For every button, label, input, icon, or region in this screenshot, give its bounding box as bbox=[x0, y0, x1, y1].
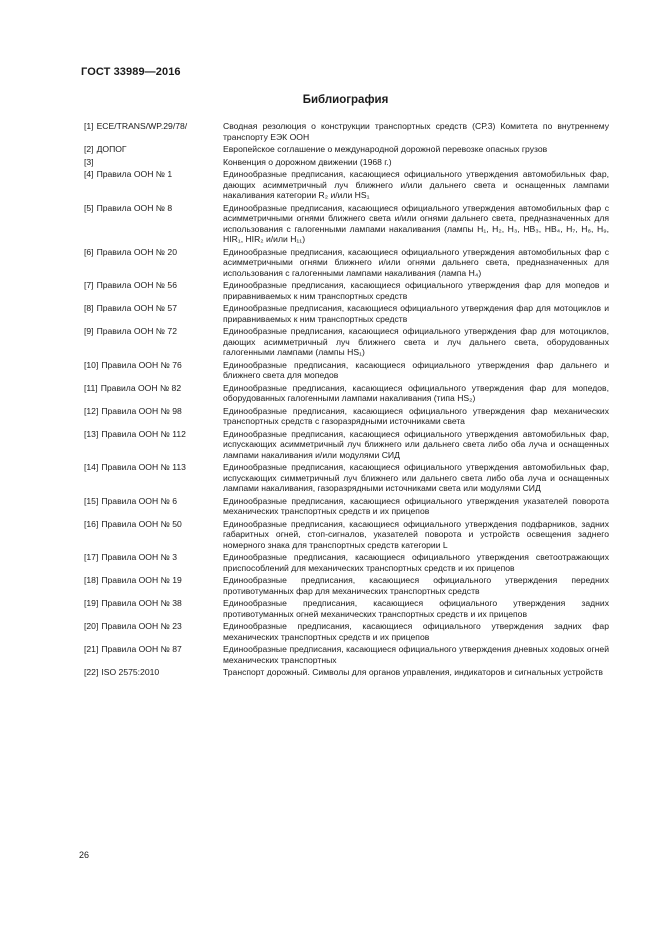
entry-reference bbox=[84, 360, 223, 381]
entry-description: Единообразные предписания, касающиеся официального утверждения фар для мотоциклов, дающих асимметричный луч ближнего света и луч дальнего света, оборудованных галогенными лампами (лампы HS₁) bbox=[223, 326, 609, 357]
entry-number: [17] bbox=[84, 552, 99, 562]
bibliography-entry bbox=[84, 157, 609, 168]
entry-number: [16] bbox=[84, 518, 99, 529]
entry-source: Правила ООН № 6 bbox=[101, 495, 177, 506]
entry-description: Единообразные предписания, касающиеся официального утверждения автомобильных фар с асимметричными огнями ближнего и/или огнями дальнего света, предназначенных для использования с галогенными лампами накаливания (лампа H₄) bbox=[223, 246, 609, 278]
entry-source: Правила ООН № 23 bbox=[101, 621, 182, 631]
entry-source: Правила ООН № 113 bbox=[101, 462, 186, 472]
entry-reference bbox=[84, 667, 223, 678]
page-number: 26 bbox=[79, 850, 90, 860]
entry-number: [6] bbox=[84, 246, 94, 257]
entry-number: [11] bbox=[84, 382, 98, 393]
entry-description: Единообразные предписания, касающиеся официального утверждения передних противотуманных фар для механических транспортных средств bbox=[223, 575, 609, 596]
entry-reference bbox=[84, 429, 223, 461]
entry-number: [3] bbox=[84, 156, 94, 167]
bibliography-entry bbox=[84, 406, 609, 427]
bibliography-entry bbox=[84, 121, 609, 142]
entry-number: [22] bbox=[84, 667, 99, 677]
entry-reference bbox=[84, 157, 223, 168]
entry-source: ДОПОГ bbox=[96, 144, 127, 154]
entry-number: [7] bbox=[84, 280, 94, 290]
bibliography-entry bbox=[84, 247, 609, 279]
entry-description: Единообразные предписания, касающиеся официального утверждения фар дальнего и ближнего света для мопедов bbox=[223, 359, 609, 380]
entry-reference bbox=[84, 247, 223, 279]
entry-number: [10] bbox=[84, 359, 99, 370]
entry-source: Правила ООН № 1 bbox=[96, 169, 173, 179]
entry-source: Правила ООН № 57 bbox=[96, 303, 177, 313]
bibliography-entry bbox=[84, 169, 609, 201]
entry-description: Единообразные предписания, касающиеся официального утверждения фар для мопедов и приравниваемых к ним транспортных средств bbox=[223, 280, 609, 301]
entry-source: Правила ООН № 8 bbox=[96, 202, 173, 213]
entry-reference bbox=[84, 326, 223, 358]
bibliography-list bbox=[84, 121, 609, 680]
entry-source: Правила ООН № 38 bbox=[101, 598, 182, 608]
document-code: ГОСТ 33989—2016 bbox=[81, 66, 181, 78]
entry-source: Правила ООН № 56 bbox=[96, 280, 177, 290]
entry-description: Единообразные предписания, касающиеся официального утверждения автомобильных фар, испускающих симметричный луч ближнего или дальнего света либо оба луча и оснащенных лампами накаливания, газоразрядными источниками света или модулями СИД bbox=[223, 462, 609, 493]
entry-description: Единообразные предписания, касающиеся официального утверждения задних противотуманных огней механических транспортных средств и их прицепов bbox=[223, 598, 609, 619]
entry-number: [20] bbox=[84, 621, 99, 631]
entry-number: [8] bbox=[84, 303, 94, 313]
entry-description: Единообразные предписания, касающиеся официального утверждения автомобильных фар, испускающих асимметричный луч ближнего или дальнего света либо оба луча и оснащенных лампами накаливания и/или модулями СИД bbox=[223, 428, 609, 460]
entry-reference bbox=[84, 621, 223, 642]
bibliography-entry bbox=[84, 303, 609, 324]
entry-description: Единообразные предписания, касающиеся официального утверждения указателей поворота механических транспортных средств и их прицепов bbox=[223, 495, 609, 516]
entry-reference bbox=[84, 280, 223, 301]
entry-reference bbox=[84, 303, 223, 324]
entry-source: Правила ООН № 87 bbox=[101, 644, 182, 654]
entry-source: Правила ООН № 20 bbox=[96, 246, 177, 257]
entry-number: [14] bbox=[84, 462, 99, 472]
entry-description: Транспорт дорожный. Символы для органов управления, индикаторов и сигнальных устройств bbox=[223, 667, 603, 677]
bibliography-entry bbox=[84, 383, 609, 404]
entry-number: [5] bbox=[84, 202, 94, 213]
entry-reference bbox=[84, 406, 223, 427]
bibliography-entry bbox=[84, 575, 609, 596]
entry-source: ISO 2575:2010 bbox=[101, 667, 160, 677]
entry-number: [12] bbox=[84, 405, 99, 416]
entry-reference bbox=[84, 552, 223, 573]
entry-source: Правила ООН № 82 bbox=[100, 382, 182, 393]
entry-description: Единообразные предписания, касающиеся официального утверждения задних фар механических транспортных средств и их прицепов bbox=[223, 621, 609, 642]
bibliography-entry bbox=[84, 360, 609, 381]
bibliography-entry bbox=[84, 462, 609, 494]
bibliography-entry bbox=[84, 621, 609, 642]
entry-reference bbox=[84, 519, 223, 551]
entry-source bbox=[94, 157, 97, 167]
entry-number: [21] bbox=[84, 644, 99, 654]
entry-reference bbox=[84, 383, 223, 404]
entry-description: Единообразные предписания, касающиеся официального утверждения фар для мотоциклов и приравниваемых к ним транспортных средств bbox=[223, 303, 609, 324]
bibliography-entry bbox=[84, 203, 609, 245]
entry-description: Сводная резолюция о конструкции транспортных средств (СР.3) Комитета по внутреннему транспорту ЕЭК ООН bbox=[223, 121, 609, 142]
entry-source: Правила ООН № 50 bbox=[101, 518, 182, 529]
entry-number: [15] bbox=[84, 495, 99, 506]
entry-number: [2] bbox=[84, 144, 94, 154]
entry-description: Единообразные предписания, касающиеся официального утверждения светоотражающих приспособлений для механических транспортных средств и их прицепов bbox=[223, 552, 609, 573]
entry-description: Единообразные предписания, касающиеся официального утверждения фар для мопедов, оборудованных галогенными лампами накаливания (типа HS₂) bbox=[223, 382, 609, 403]
section-title: Библиография bbox=[302, 94, 389, 106]
entry-reference bbox=[84, 644, 223, 665]
bibliography-entry bbox=[84, 644, 609, 665]
entry-reference bbox=[84, 575, 223, 596]
entry-description: Единообразные предписания, касающиеся официального утверждения фар механических транспортных средств с газоразрядными источниками света bbox=[223, 405, 609, 426]
entry-source: Правила ООН № 72 bbox=[96, 326, 177, 336]
bibliography-entry bbox=[84, 429, 609, 461]
entry-number: [4] bbox=[84, 169, 94, 179]
bibliography-entry bbox=[84, 598, 609, 619]
entry-reference bbox=[84, 169, 223, 201]
bibliography-entry bbox=[84, 552, 609, 573]
entry-reference bbox=[84, 203, 223, 245]
bibliography-entry bbox=[84, 326, 609, 358]
entry-description: Единообразные предписания, касающиеся официального утверждения дневных ходовых огней механических транспортных bbox=[223, 644, 609, 665]
entry-source: ECE/TRANS/WP.29/78/ bbox=[96, 121, 188, 131]
entry-description: Европейское соглашение о международной дорожной перевозке опасных грузов bbox=[223, 144, 548, 154]
entry-description: Конвенция о дорожном движении (1968 г.) bbox=[223, 156, 392, 167]
entry-source: Правила ООН № 112 bbox=[101, 428, 186, 439]
entry-number: [9] bbox=[84, 326, 94, 336]
entry-reference bbox=[84, 598, 223, 619]
entry-number: [18] bbox=[84, 575, 99, 585]
entry-number: [19] bbox=[84, 598, 99, 608]
entry-reference bbox=[84, 496, 223, 517]
bibliography-entry bbox=[84, 496, 609, 517]
entry-source: Правила ООН № 98 bbox=[101, 405, 182, 416]
entry-reference bbox=[84, 121, 223, 142]
bibliography-entry bbox=[84, 144, 609, 155]
bibliography-entry bbox=[84, 667, 609, 678]
entry-number: [13] bbox=[84, 428, 99, 439]
entry-source: Правила ООН № 19 bbox=[101, 575, 182, 585]
entry-number: [1] bbox=[84, 121, 94, 131]
bibliography-entry bbox=[84, 280, 609, 301]
entry-source: Правила ООН № 3 bbox=[101, 552, 177, 562]
entry-reference bbox=[84, 144, 223, 155]
bibliography-entry bbox=[84, 519, 609, 551]
entry-reference bbox=[84, 462, 223, 494]
entry-source: Правила ООН № 76 bbox=[101, 359, 182, 370]
entry-description: Единообразные предписания, касающиеся официального утверждения подфарников, задних габаритных огней, стоп-сигналов, указателей поворота и устройств освещения заднего номерного знака для транспортных средств категории L bbox=[223, 518, 609, 550]
entry-description: Единообразные предписания, касающиеся официального утверждения автомобильных фар, дающих асимметричный луч ближнего и/или дальнего света и оснащенных лампами накаливания категории R₂ и/или HS₁ bbox=[223, 169, 609, 200]
entry-description: Единообразные предписания, касающиеся официального утверждения автомобильных фар с асимметричными огнями ближнего света и/или огнями дальнего света, предназначенных для использования с галогенными лампами накаливания (лампы H₁, H₂, H₃, HB₃, HB₄, H₇, H₈, H₉, HIR₁, HIR₂ и/или H₁₁) bbox=[223, 202, 609, 244]
